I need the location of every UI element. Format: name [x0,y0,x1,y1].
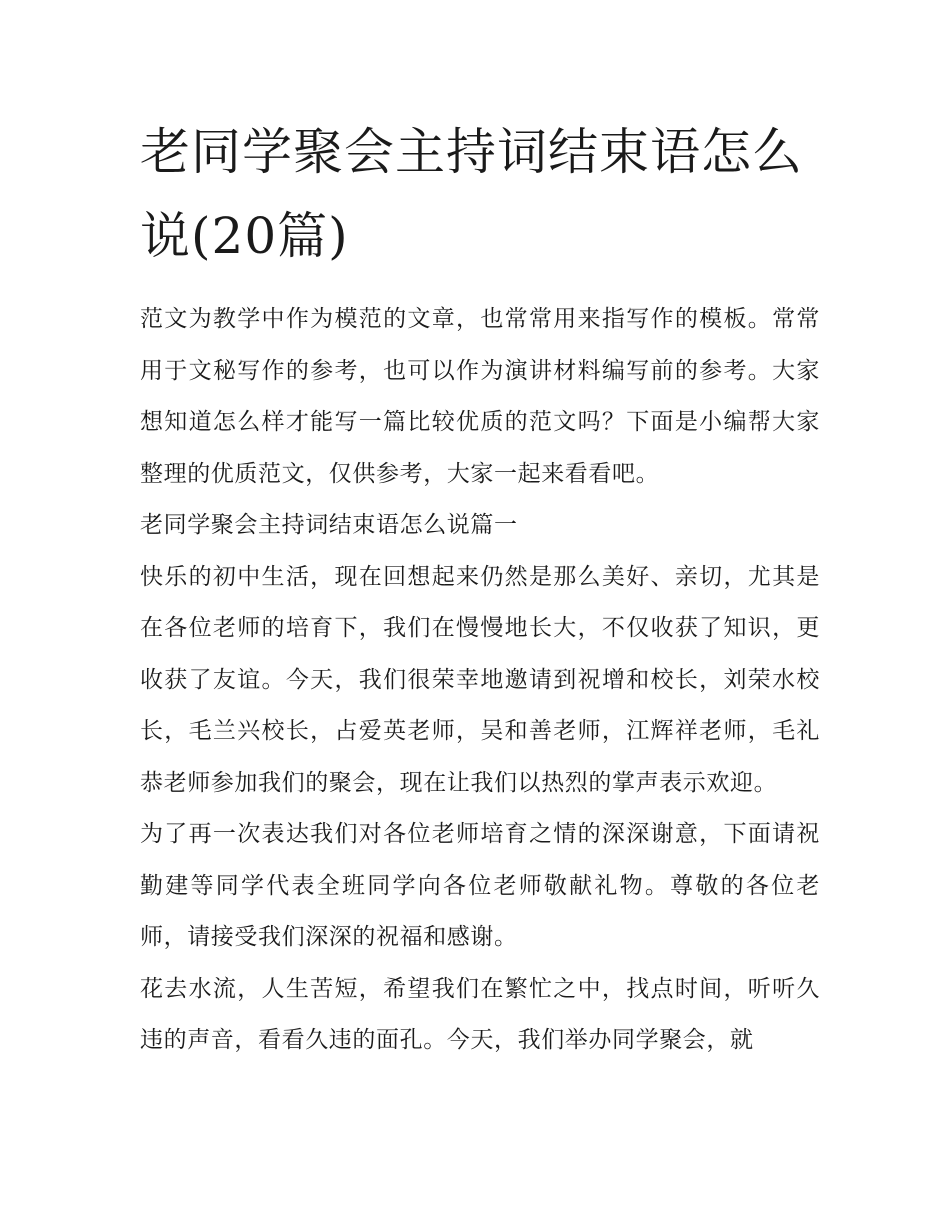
body-paragraph: 快乐的初中生活，现在回想起来仍然是那么美好、亲切，尤其是在各位老师的培育下，我们在慢慢地长大，不仅收获了知识，更收获了友谊。今天，我们很荣幸地邀请到祝增和校长，刘荣水校长，毛兰兴校长，占爱英老师，吴和善老师，江辉祥老师，毛礼恭老师参加我们的聚会，现在让我们以热烈的掌声表示欢迎。 [140,563,820,796]
document-body [140,110,820,1067]
body-paragraph: 为了再一次表达我们对各位老师培育之情的深深谢意，下面请祝勤建等同学代表全班同学向各位老师敬献礼物。尊敬的各位老师，请接受我们深深的祝福和感谢。 [140,821,820,950]
body-paragraph: 花去水流，人生苦短，希望我们在繁忙之中，找点时间，听听久违的声音，看看久违的面孔。今天，我们举办同学聚会，就 [140,975,820,1053]
document-title: 老同学聚会主持词结束语怎么说(20篇) [140,123,803,265]
intro-paragraph: 范文为教学中作为模范的文章，也常常用来指写作的模板。常常用于文秘写作的参考，也可以作为演讲材料编写前的参考。大家想知道怎么样才能写一篇比较优质的范文吗？下面是小编帮大家整理的优质范文，仅供参考，大家一起来看看吧。 [140,306,820,487]
section-heading: 老同学聚会主持词结束语怎么说篇一 [140,512,518,538]
